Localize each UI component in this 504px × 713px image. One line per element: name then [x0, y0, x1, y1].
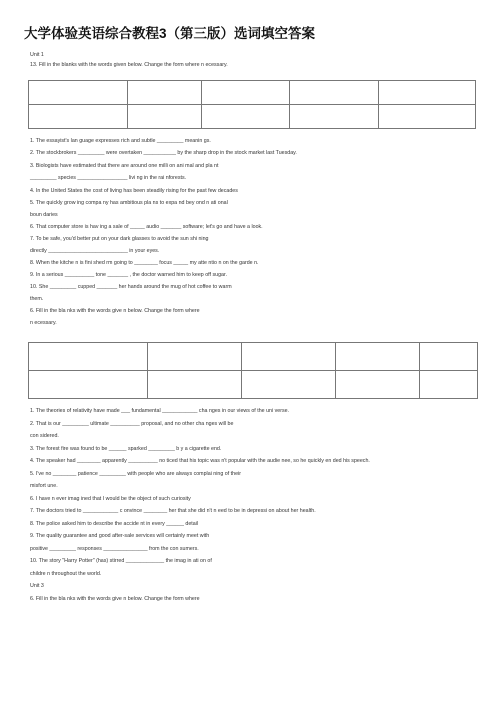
- word-cell: [202, 105, 290, 129]
- word-cell: [336, 343, 420, 371]
- unit2-sentence-9: 9. The quality guarantee and good after-sale services will certainly meet with: [30, 533, 210, 539]
- unit1-sentence-7: 7. To be safe, you'd better put on your dark glasses to avoid the sun shi ning: [30, 236, 209, 242]
- unit1-sentence-1: 1. The essayist's lan guage expresses rich and subtle _________ meanin gs.: [30, 138, 211, 144]
- unit2-sentence-3: 3. The forest fire was found to be ______ sparked _________ b y a cigarette end.: [30, 446, 222, 452]
- word-cell: [290, 105, 379, 129]
- unit3-instruction: 6. Fill in the bla nks with the words give n below. Change the form where: [30, 596, 200, 602]
- unit2-sentence-2: 2. That is our _________ ultimate __________ proposal, and no other cha nges will be: [30, 421, 234, 427]
- unit1-word-table: [28, 80, 476, 129]
- unit2-word-table: [28, 342, 478, 399]
- unit3-heading: Unit 3: [30, 583, 44, 589]
- word-cell: [379, 81, 476, 105]
- unit2-sentence-10-cont: childre n throughout the world.: [30, 571, 102, 577]
- word-cell: [29, 105, 128, 129]
- unit2-sentence-10: 10. The story "Harry Potter" (has) stirred _____________ the imag in ati on of: [30, 558, 212, 564]
- word-cell: [29, 371, 148, 399]
- unit2-sentence-5: 5. I've no ________ patience _________ with people who are always complai ning of their: [30, 471, 241, 477]
- word-cell: [202, 81, 290, 105]
- unit1-sentence-6: 6. That computer store is hav ing a sale of _____ audio _______ software; let's go and have a look.: [30, 224, 263, 230]
- word-cell: [148, 343, 242, 371]
- unit1-sentence-2: 2. The stockbrokers _________ were overtaken ___________ by the sharp drop in the stock market last Tuesday.: [30, 150, 297, 156]
- unit2-sentence-7: 7. The doctors tried to ____________ c onvince ________ her that she did n't n eed to be in depressi on about her health.: [30, 508, 316, 514]
- unit1-sentence-3-cont: _________ species _________________ livi ng in the rai nforests.: [30, 175, 187, 181]
- document-title: 大学体验英语综合教程3（第三版）选词填空答案: [24, 26, 316, 41]
- word-cell: [128, 81, 202, 105]
- word-cell: [128, 105, 202, 129]
- word-cell: [29, 343, 148, 371]
- word-cell: [336, 371, 420, 399]
- unit1-sentence-5: 5. The quickly grow ing compa ny has ambitious pla ns to expa nd bey ond n ati onal: [30, 200, 228, 206]
- unit1-sentence-7-cont: directly ___________________________ in your eyes.: [30, 248, 160, 254]
- unit1-sentence-5-cont: boun daries: [30, 212, 58, 218]
- unit1-sentence-3: 3. Biologists have estimated that there are around one milli on ani mal and pla nt: [30, 163, 219, 169]
- word-cell: [290, 81, 379, 105]
- unit2-sentence-8: 8. The police asked him to describe the accide nt in every ______ detail: [30, 521, 199, 527]
- unit2-sentence-9-cont: positive _________ responses _______________ from the con sumers.: [30, 546, 199, 552]
- unit2-sentence-2-cont: con sidered.: [30, 433, 59, 439]
- unit2-sentence-4: 4. The speaker had ________ apparently __________ no ticed that his topic was n't popular with the audie nee, so he quickly en ded his speech.: [30, 458, 370, 464]
- unit2-instruction-cont: n ecessary.: [30, 320, 57, 326]
- word-cell: [379, 105, 476, 129]
- word-cell: [148, 371, 242, 399]
- word-cell: [242, 343, 336, 371]
- word-cell: [420, 343, 478, 371]
- unit2-instruction: 6. Fill in the bla nks with the words give n below. Change the form where: [30, 308, 200, 314]
- unit1-heading: Unit 1: [30, 52, 44, 58]
- unit1-sentence-10-cont: them.: [30, 296, 44, 302]
- unit1-instruction: 13. Fill in the blanks with the words given below. Change the form where n ecessary.: [30, 62, 228, 68]
- word-cell: [242, 371, 336, 399]
- unit1-sentence-4: 4. In the United States the cost of living has been steadily rising for the past few decades: [30, 188, 238, 194]
- word-cell: [29, 81, 128, 105]
- unit2-sentence-1: 1. The theories of relativity have made ___ fundamental ____________ cha nges in our views of the uni verse.: [30, 408, 290, 414]
- word-cell: [420, 371, 478, 399]
- unit2-sentence-5-cont: misfort une.: [30, 483, 58, 489]
- unit1-sentence-8: 8. When the kitche n is fini shed rm going to ________ focus _____ my atte ntio n on the garde n.: [30, 260, 259, 266]
- unit1-sentence-9: 9. In a serious __________ tone _______ , the doctor warned him to keep off sugar.: [30, 272, 227, 278]
- unit1-sentence-10: 10. She _________ cupped _______ her hands around the mug of hot coffee to warm: [30, 284, 232, 290]
- unit2-sentence-6: 6. I have n ever imag ined that I would be the object of such curiosity: [30, 496, 191, 502]
